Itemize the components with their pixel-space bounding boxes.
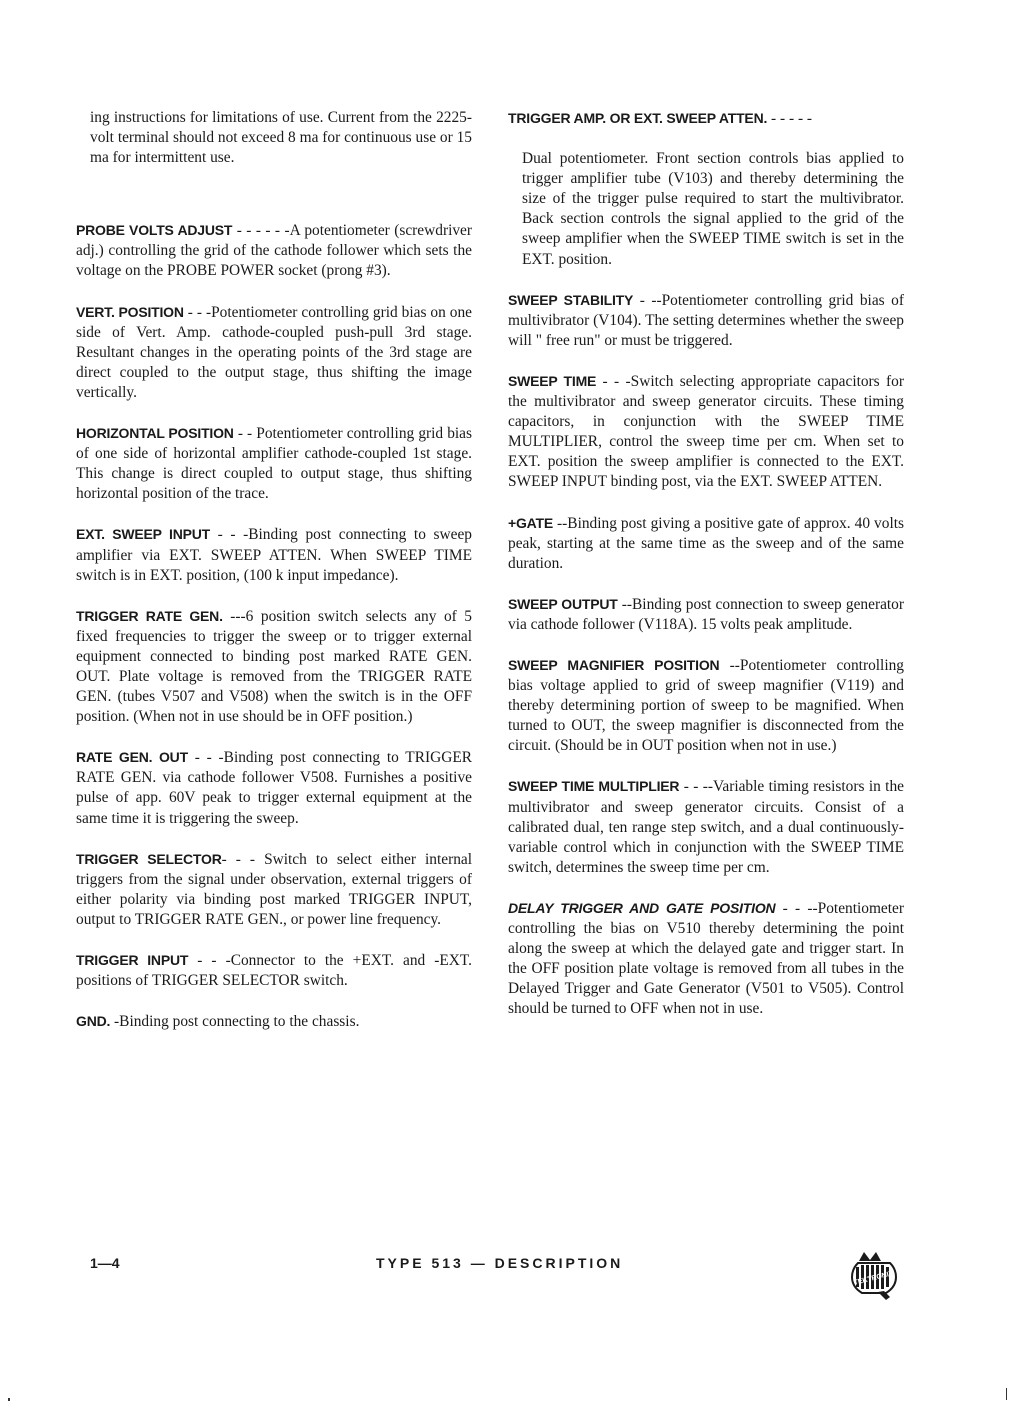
entry-sweep-output xyxy=(508,594,904,635)
entry-trail: - - - - - xyxy=(767,110,813,127)
entry-term: DELAY TRIGGER AND GATE POSITION xyxy=(508,899,776,916)
entry-horizontal-position xyxy=(76,423,472,504)
entry-body: --Binding post connection to sweep generator via cathode follower (V118A). 15 volts peak amplitude. xyxy=(508,595,904,633)
logo-text: TEKTRONIX xyxy=(853,1270,895,1287)
entry-body: - --Potentiometer controlling grid bias of multivibrator (V104). The setting determines whether the sweep will " free run" or must be triggered. xyxy=(508,291,905,349)
entry-term: TRIGGER INPUT xyxy=(76,952,189,968)
entry-body: - - --Potentiometer controlling the bias on V510 thereby determining the point along the sweep at which the delayed gate and trigger start. In the OFF position plate voltage is removed from all tubes in the Delayed Trigger and Gate Generator (V501 to V505). Control should be turned to OFF when not in use. xyxy=(508,899,904,1018)
entry-delay-trigger xyxy=(508,898,904,1020)
entry-body: --Potentiometer controlling bias voltage applied to grid of sweep magnifier (V119) and thereby determining portion of sweep to be magnified. When turned to OUT, the sweep magnifier is disconnected from the circuit. (Should be in OUT position when not in use.) xyxy=(508,656,904,755)
entry-term: SWEEP TIME MULTIPLIER xyxy=(508,778,680,795)
margin-mark xyxy=(1006,1388,1007,1400)
entry-probe-volts-adjust xyxy=(76,220,472,281)
entry-body: - - -Connector to the +EXT. and -EXT. positions of TRIGGER SELECTOR switch. xyxy=(76,952,472,990)
entry-term: TRIGGER RATE GEN. xyxy=(76,607,223,624)
entry-term: RATE GEN. OUT xyxy=(76,749,188,766)
entry-term: SWEEP STABILITY xyxy=(508,291,634,308)
entry-term: VERT. POSITION xyxy=(76,303,184,320)
entry-sweep-stability xyxy=(508,290,904,351)
entry-term: GND. xyxy=(76,1013,111,1030)
entry-current-note xyxy=(76,108,472,168)
entry-rate-gen-out xyxy=(76,747,472,828)
entry-ext-sweep-input xyxy=(76,524,472,585)
entry-term: SWEEP MAGNIFIER POSITION xyxy=(508,656,720,673)
entry-term: SWEEP OUTPUT xyxy=(508,595,618,612)
entry-trigger-rate-gen xyxy=(76,606,472,728)
entry-body: - - --Variable timing resistors in the multivibrator and sweep generator circuits. Consist of a calibrated dual, ten range step switch, and a dual continuously-variable control which in conjunction with the SWEEP TIME switch, determines the sweep time per cm. xyxy=(508,778,904,876)
page-number: 1—4 xyxy=(90,1255,120,1271)
entry-gate xyxy=(508,513,904,574)
entry-vert-position xyxy=(76,302,472,403)
entry-body: - - -Binding post connecting to TRIGGER RATE GEN. via cathode follower V508. Furnishes a positive pulse of app. 60V peak to trigger external equipment at the same time it is triggering the sweep. xyxy=(76,749,472,827)
entry-gnd xyxy=(76,1011,472,1032)
entry-trigger-amp xyxy=(508,108,904,270)
entry-body: ing instructions for limitations of use. Current from the 2225-volt terminal should not exceed 8 ma for continuous use or 15 ma for intermittent use. xyxy=(90,109,472,167)
left-column xyxy=(76,108,472,1032)
entry-body: - - -Switch selecting appropriate capacitors for the multivibrator and sweep generator circuits. These timing capacitors, in conjunction with the SWEEP TIME MULTIPLIER, control the sweep time per cm. When set to EXT. position the sweep amplifier is connected to the EXT. SWEEP INPUT binding post, via the EXT. SWEEP ATTEN. xyxy=(508,372,904,491)
entry-body: - - -Potentiometer controlling grid bias on one side of Vert. Amp. cathode-coupled push-pull 3rd stage. Resultant changes in the operating points of the 3rd stage are direct coupled to the output stage, thus shifting the image vertically. xyxy=(76,303,472,401)
margin-mark xyxy=(8,1398,10,1401)
tektronix-logo-icon xyxy=(842,1250,906,1302)
entry-body: - - Potentiometer controlling grid bias of one side of horizontal amplifier cathode-coupled 1st stage. This change is direct coupled to output stage, thus shifting horizontal position of the trace. xyxy=(76,425,473,503)
entry-term: TRIGGER SELECTOR xyxy=(76,850,222,867)
entry-body: ---6 position switch selects any of 5 fixed frequencies to trigger the sweep or to trigger external equipment connected to binding post marked RATE GEN. OUT. Plate voltage is removed from the TRIGGER RATE GEN. (tubes V507 and V508) when the switch is in the OFF position. (When not in use should be in OFF position.) xyxy=(76,607,472,726)
entry-term: EXT. SWEEP INPUT xyxy=(76,526,211,543)
entry-term: TRIGGER AMP. OR EXT. SWEEP ATTEN. xyxy=(508,110,768,126)
entry-term: PROBE VOLTS ADJUST xyxy=(76,222,233,239)
entry-sweep-magnifier-position xyxy=(508,655,904,756)
entry-trigger-selector xyxy=(76,849,472,930)
footer-title: TYPE 513 — DESCRIPTION xyxy=(376,1255,624,1271)
entry-body: - - - - - -A potentiometer (screwdriver adj.) controlling the grid of the cathode follower which sets the voltage on the PROBE POWER socket (prong #3). xyxy=(76,222,472,280)
entry-term: HORIZONTAL POSITION xyxy=(76,425,234,442)
entry-body: Dual potentiometer. Front section controls bias applied to trigger amplifier tube (V103) and thereby determining the size of the trigger pulse required to start the multivibrator. Back section controls the signal applied to the grid of the sweep amplifier when the SWEEP TIME switch is set in the EXT. position. xyxy=(522,150,904,268)
entry-body: - - -Binding post connecting to sweep amplifier via EXT. SWEEP ATTEN. When SWEEP TIME switch is in EXT. position, (100 k input impedance). xyxy=(76,526,472,584)
entry-sweep-time-multiplier xyxy=(508,776,904,877)
entry-term: +GATE xyxy=(508,514,554,531)
right-column xyxy=(508,108,904,1019)
entry-body: - - - Switch to select either internal triggers from the signal under observation, external triggers of either polarity via binding post marked TRIGGER INPUT, output to TRIGGER RATE GEN., or power line frequency. xyxy=(76,850,472,928)
entry-body: --Binding post giving a positive gate of approx. 40 volts peak, starting at the same time as the sweep and of the same duration. xyxy=(508,514,904,572)
entry-term: SWEEP TIME xyxy=(508,372,597,389)
entry-sweep-time xyxy=(508,371,904,493)
entry-body: -Binding post connecting to the chassis. xyxy=(110,1013,360,1031)
entry-trigger-input xyxy=(76,950,472,991)
